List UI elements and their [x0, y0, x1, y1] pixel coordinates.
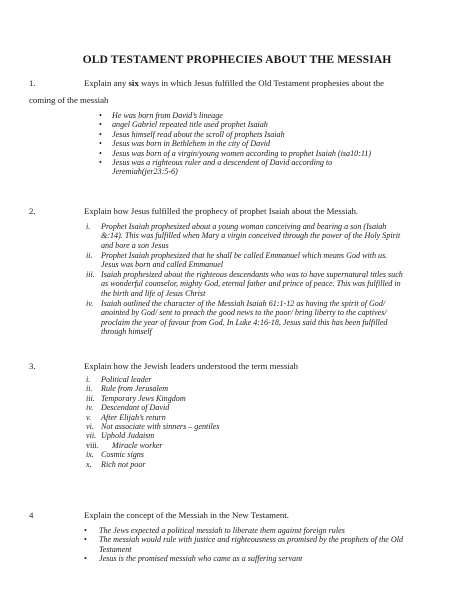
list-item: iii. Temporary Jews Kingdom	[86, 393, 186, 403]
list-item: • Jesus was born in Bethlehem in the city of David	[99, 139, 419, 148]
question-1-emphasis: six	[128, 78, 139, 88]
list-item: • He was born from David’s lineage	[99, 111, 419, 120]
page-title: OLD TESTAMENT PROPHECIES ABOUT THE MESSIAH	[82, 53, 392, 66]
question-4-number: 4	[29, 510, 34, 520]
list-item: vi. Not associate with sinners – gentiles	[86, 422, 220, 432]
list-item: • Jesus was born of a virgin/young women according to prophet Isaiah (isa10:11)	[99, 149, 419, 158]
list-item: viii. Miracle worker	[86, 440, 163, 450]
list-item: • The Jews expected a political messiah to liberate them against foreign rules	[84, 526, 422, 535]
list-item: iii. Isaiah prophesized about the righteous descendants who was to have supernatural titles such as wonderful counselor, mighty God, eternal father and prince of peace. This was fulfilled in the birth and life of Jesus Christ	[86, 270, 403, 298]
list-item: • Jesus himself read about the scroll of prophets Isaiah	[99, 130, 419, 139]
question-1-text: Explain any six ways in which Jesus fulfilled the Old Testament prophesies about the	[84, 78, 384, 88]
list-item: iv. Descendant of David	[86, 403, 170, 413]
question-3-answer-list	[86, 375, 386, 469]
list-item: ii. Prophet Isaiah prophesized that he shall be called Emmanuel which means God with us. Jesus was born and called Emmanuel	[86, 250, 388, 270]
list-item: • angel Gabriel repeated title used prophet Isaiah	[99, 120, 419, 129]
list-item: ii. Rule from Jerusalem	[86, 384, 169, 394]
list-item: vii. Uphold Judaism	[86, 431, 155, 441]
question-2-text: Explain how Jesus fulfilled the prophecy of prophet Isaiah about the Messiah.	[84, 206, 359, 216]
question-1-answer-list	[99, 111, 419, 177]
list-item: • Jesus was a righteous ruler and a descendent of David according to Jeremiah(jer23:5-6)	[99, 158, 362, 177]
list-item: i. Political leader	[86, 375, 152, 384]
question-4-answer-list	[84, 526, 422, 564]
list-item: ix. Cosmic signs	[86, 450, 144, 460]
list-item: i. Prophet Isaiah prophesized about a young woman conceiving and bearing a son (Isaiah &:14). This was fulfilled when Mary a virgin conceived through the power of the Holy Spirit and bore a son Jesus	[86, 222, 401, 250]
question-1-continuation: coming of the messiah	[29, 95, 109, 105]
question-3-number: 3.	[29, 361, 36, 371]
question-1-number: 1.	[29, 78, 36, 88]
list-item: x. Rich not poor	[86, 459, 146, 469]
question-2-number: 2.	[29, 206, 36, 216]
question-3-text: Explain how the Jewish leaders understood the term messiah	[84, 361, 299, 371]
list-item: v. After Elijah’s return	[86, 412, 166, 422]
list-item: • Jesus is the promised messiah who came as a suffering servant	[84, 554, 422, 563]
list-item: • The messiah would rule with justice and righteousness as promised by the prophets of the Old Testament	[84, 535, 422, 554]
list-item: iv. Isaiah outlined the character of the Messiah Isaiah 61:1-12 as having the spirit of God/ anointed by God/ sent to preach the good news to the poor/ bring liberty to the captives/ proclaim the year of favour from God. In Luke 4:16-18, Jesus said this has been fulfilled through himself	[86, 298, 388, 336]
question-4-text: Explain the concept of the Messiah in the New Testament.	[84, 510, 289, 520]
question-2-answer-list	[86, 222, 404, 336]
